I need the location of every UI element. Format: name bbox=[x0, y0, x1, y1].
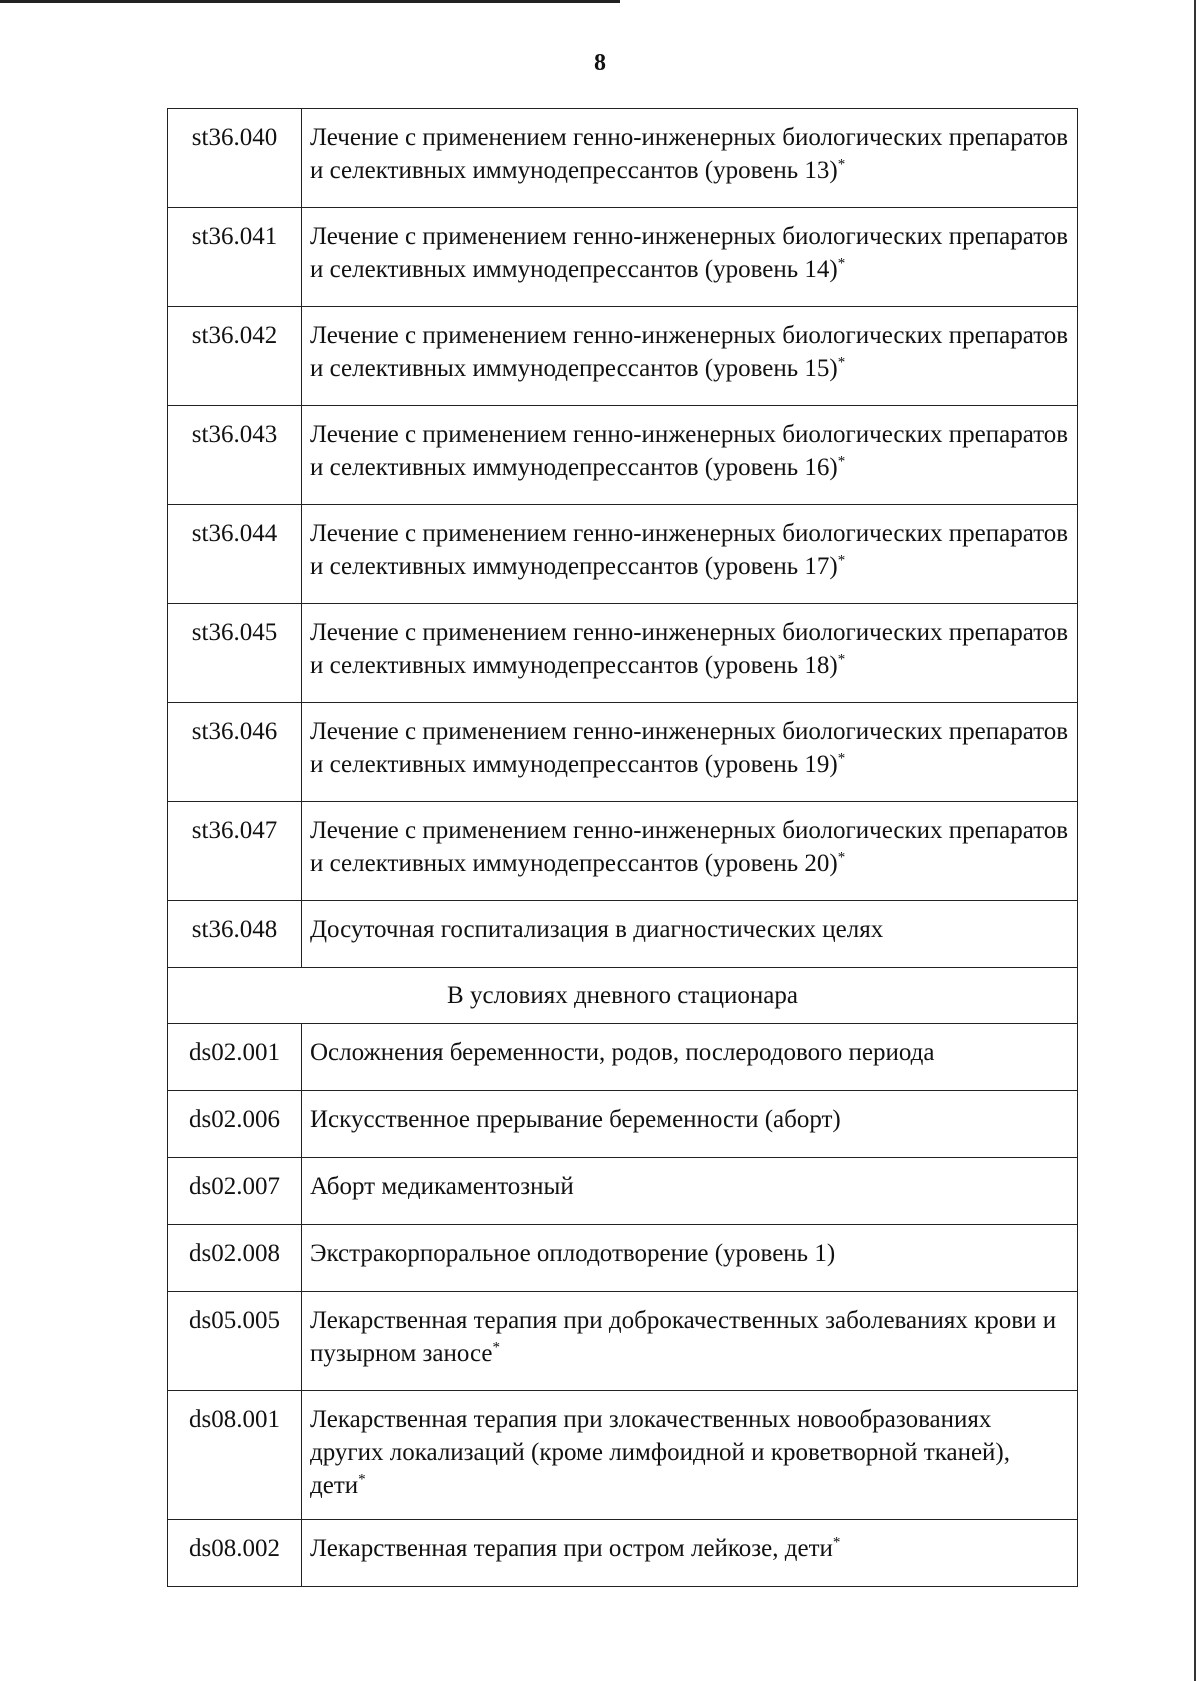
right-scan-rule bbox=[1194, 0, 1196, 1681]
row-code: st36.044 bbox=[168, 505, 302, 604]
row-description-text: Лечение с применением генно-инженерных биологических препаратов и селективных иммунодепрессантов (уровень 14) bbox=[310, 223, 1069, 283]
footnote-mark: * bbox=[837, 255, 846, 272]
table-row bbox=[168, 604, 1078, 703]
table-row bbox=[168, 703, 1078, 802]
section-header: В условиях дневного стационара bbox=[168, 968, 1078, 1024]
row-description bbox=[302, 802, 1078, 901]
footnote-mark: * bbox=[492, 1339, 500, 1356]
row-code: st36.047 bbox=[168, 802, 302, 901]
footnote-mark: * bbox=[837, 156, 846, 173]
footnote-mark: * bbox=[837, 552, 846, 569]
row-code: ds02.001 bbox=[168, 1024, 302, 1091]
row-description-text: Лечение с применением генно-инженерных биологических препаратов и селективных иммунодепрессантов (уровень 15) bbox=[310, 322, 1069, 382]
footnote-mark: * bbox=[837, 651, 846, 668]
row-description-text: Лечение с применением генно-инженерных биологических препаратов и селективных иммунодепрессантов (уровень 13) bbox=[310, 124, 1069, 184]
row-description bbox=[302, 1520, 1078, 1587]
table-row bbox=[168, 109, 1078, 208]
codes-table bbox=[167, 108, 1078, 1587]
row-description-text: Лечение с применением генно-инженерных биологических препаратов и селективных иммунодепрессантов (уровень 20) bbox=[310, 817, 1069, 877]
table-row bbox=[168, 1091, 1078, 1158]
row-code: ds08.002 bbox=[168, 1520, 302, 1587]
row-code: st36.046 bbox=[168, 703, 302, 802]
row-description bbox=[302, 307, 1078, 406]
table-row bbox=[168, 1391, 1078, 1520]
top-scan-rule bbox=[0, 0, 620, 3]
row-description bbox=[302, 1024, 1078, 1091]
row-description bbox=[302, 1391, 1078, 1520]
row-code: st36.045 bbox=[168, 604, 302, 703]
table-row bbox=[168, 505, 1078, 604]
row-code: ds02.006 bbox=[168, 1091, 302, 1158]
row-description-text: Лечение с применением генно-инженерных биологических препаратов и селективных иммунодепрессантов (уровень 17) bbox=[310, 520, 1069, 580]
row-description bbox=[302, 208, 1078, 307]
row-description-text: Лекарственная терапия при доброкачественных заболеваниях крови и пузырном заносе bbox=[310, 1307, 1057, 1367]
table-row bbox=[168, 208, 1078, 307]
footnote-mark: * bbox=[358, 1471, 366, 1488]
table-row bbox=[168, 901, 1078, 968]
row-description bbox=[302, 1091, 1078, 1158]
row-description bbox=[302, 703, 1078, 802]
table-row bbox=[168, 1292, 1078, 1391]
row-description-text: Лекарственная терапия при остром лейкозе, дети bbox=[310, 1535, 833, 1562]
table-row bbox=[168, 307, 1078, 406]
footnote-mark: * bbox=[837, 750, 846, 767]
row-description bbox=[302, 604, 1078, 703]
row-description bbox=[302, 109, 1078, 208]
footnote-mark: * bbox=[837, 453, 846, 470]
row-description-text: Лечение с применением генно-инженерных биологических препаратов и селективных иммунодепрессантов (уровень 16) bbox=[310, 421, 1069, 481]
table-row bbox=[168, 1225, 1078, 1292]
row-description-text: Лечение с применением генно-инженерных биологических препаратов и селективных иммунодепрессантов (уровень 19) bbox=[310, 718, 1069, 778]
table-row bbox=[168, 1520, 1078, 1587]
row-description-text: Лекарственная терапия при злокачественных новообразованиях других локализаций (кроме лимфоидной и кроветворной тканей), дети bbox=[310, 1406, 1010, 1499]
row-code: st36.040 bbox=[168, 109, 302, 208]
footnote-mark: * bbox=[837, 354, 846, 371]
footnote-mark: * bbox=[832, 1534, 841, 1551]
footnote-mark: * bbox=[837, 849, 846, 866]
row-description bbox=[302, 505, 1078, 604]
table-row bbox=[168, 802, 1078, 901]
row-code: st36.042 bbox=[168, 307, 302, 406]
row-description bbox=[302, 1292, 1078, 1391]
row-description-text: Лечение с применением генно-инженерных биологических препаратов и селективных иммунодепрессантов (уровень 18) bbox=[310, 619, 1069, 679]
row-description bbox=[302, 406, 1078, 505]
row-description bbox=[302, 1158, 1078, 1225]
row-code: st36.043 bbox=[168, 406, 302, 505]
row-code: st36.041 bbox=[168, 208, 302, 307]
table-row bbox=[168, 406, 1078, 505]
row-description-text: Искусственное прерывание беременности (аборт) bbox=[310, 1106, 841, 1133]
row-description-text: Аборт медикаментозный bbox=[310, 1173, 574, 1200]
row-code: ds02.007 bbox=[168, 1158, 302, 1225]
row-code: st36.048 bbox=[168, 901, 302, 968]
row-description-text: Экстракорпоральное оплодотворение (уровень 1) bbox=[310, 1240, 836, 1267]
table-row bbox=[168, 1024, 1078, 1091]
row-code: ds05.005 bbox=[168, 1292, 302, 1391]
row-description-text: Осложнения беременности, родов, послеродового периода bbox=[310, 1039, 935, 1066]
page-number: 8 bbox=[594, 50, 606, 76]
row-description bbox=[302, 901, 1078, 968]
row-description-text: Досуточная госпитализация в диагностических целях bbox=[310, 916, 884, 943]
row-code: ds08.001 bbox=[168, 1391, 302, 1520]
row-code: ds02.008 bbox=[168, 1225, 302, 1292]
row-description bbox=[302, 1225, 1078, 1292]
section-header-row bbox=[168, 968, 1078, 1024]
table-row bbox=[168, 1158, 1078, 1225]
